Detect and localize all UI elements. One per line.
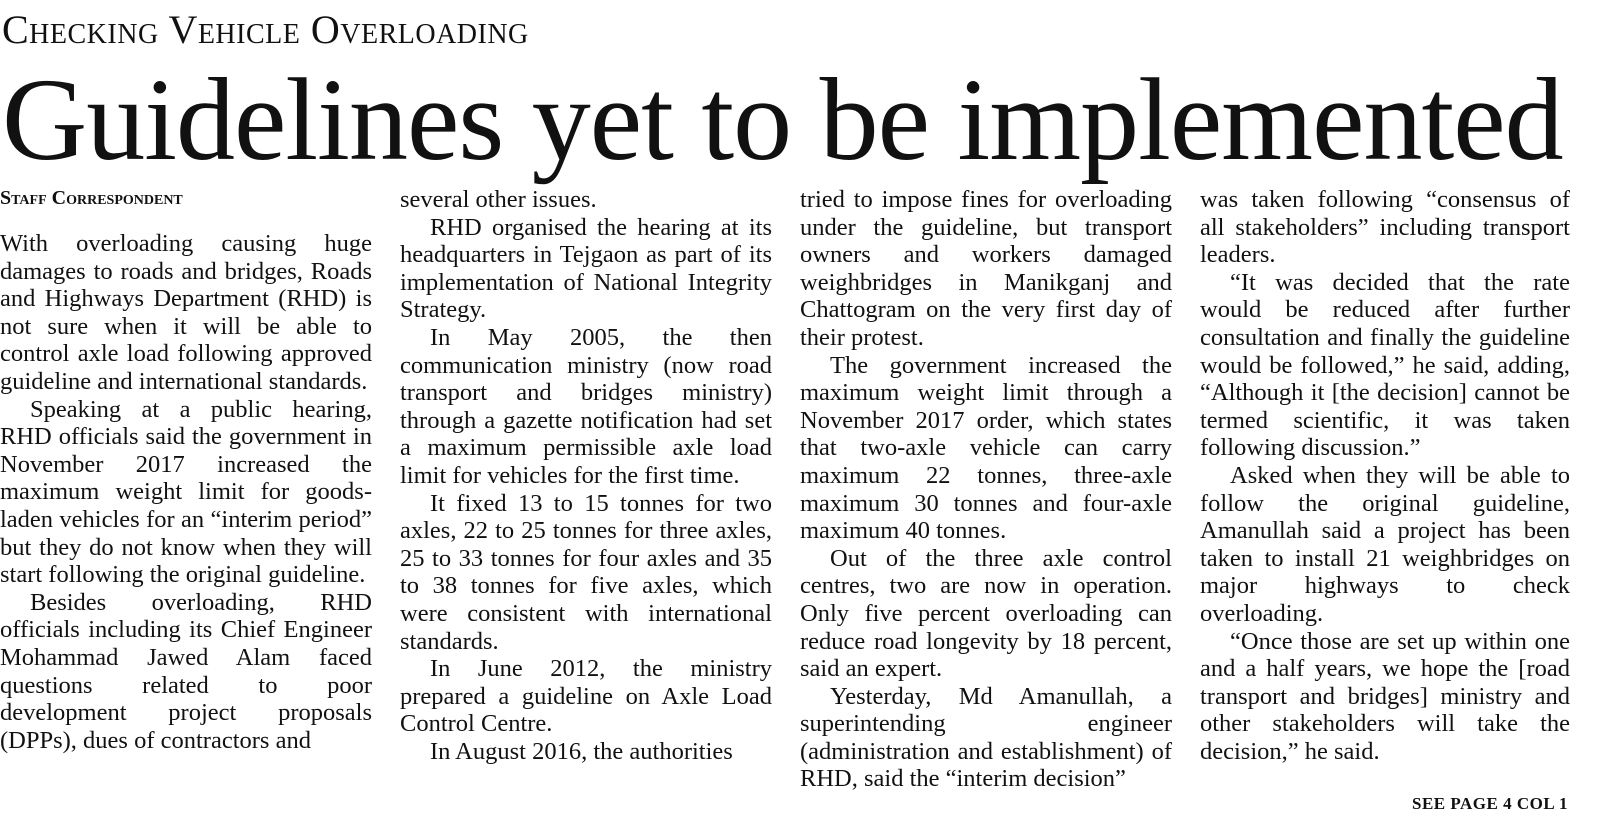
continued-note: SEE PAGE 4 COL 1: [1412, 794, 1568, 813]
headline: Guidelines yet to be implemented: [2, 54, 1563, 185]
paragraph: In May 2005, the then communication ministry (now road transport and bridges ministry) through a gazette notification had set a maximum permissible axle load limit for vehicles for the first time.: [400, 323, 772, 489]
paragraph: “Once those are set up within one and a half years, we hope the [road transport and bridges] ministry and other stakeholders will take the decision,” he said.: [1200, 627, 1570, 765]
paragraph: In August 2016, the authorities: [430, 737, 733, 765]
paragraph: several other issues.: [400, 186, 597, 213]
paragraph: tried to impose fines for overloading under the guideline, but transport owners and workers damaged weighbridges in Manikganj and Chattogram on the very first day of their protest.: [800, 186, 1172, 351]
article-column-3: [800, 186, 1172, 793]
paragraph: was taken following “consensus of all stakeholders” including transport leaders.: [1200, 186, 1570, 269]
paragraph: Out of the three axle control centres, two are now in operation. Only five percent overloading can reduce road longevity by 18 percent, said an expert.: [800, 544, 1172, 683]
paragraph: Speaking at a public hearing, RHD officials said the government in November 2017 increased the maximum weight limit for goods-laden vehicles for an “interim period” but they do not know when they will start following the original guideline.: [0, 395, 372, 589]
paragraph: It fixed 13 to 15 tonnes for two axles, 22 to 25 tonnes for three axles, 25 to 33 tonnes for four axles and 35 to 38 tonnes for five axles, which were consistent with international standards.: [400, 489, 772, 655]
article-column-1: [0, 186, 372, 754]
paragraph: In June 2012, the ministry prepared a guideline on Axle Load Control Centre.: [400, 655, 772, 738]
paragraph: RHD organised the hearing at its headquarters in Tejgaon as part of its implementation of National Integrity Strategy.: [400, 213, 772, 324]
paragraph: Besides overloading, RHD officials including its Chief Engineer Mohammad Jawed Alam faced questions related to poor development project proposals (DPPs), dues of contractors and: [0, 588, 372, 754]
paragraph: The government increased the maximum weight limit through a November 2017 order, which states that two-axle vehicle can carry maximum 22 tonnes, three-axle maximum 30 tonnes and four-axle maximum 40 tonnes.: [800, 351, 1172, 545]
byline: Staff Correspondent: [0, 187, 183, 209]
kicker: Checking Vehicle Overloading: [2, 7, 529, 52]
paragraph: With overloading causing huge damages to roads and bridges, Roads and Highways Department (RHD) is not sure when it will be able to control axle load following approved guideline and international standards.: [0, 230, 372, 395]
paragraph: Asked when they will be able to follow the original guideline, Amanullah said a project has been taken to install 21 weighbridges on major highways to check overloading.: [1200, 461, 1570, 627]
article-column-2: [400, 186, 772, 765]
paragraph: “It was decided that the rate would be reduced after further consultation and finally the guideline would be followed,” he said, adding, “Although it [the decision] cannot be termed scientific, it was taken following discussion.”: [1200, 268, 1570, 462]
article-column-4: [1200, 186, 1570, 765]
paragraph: Yesterday, Md Amanullah, a superintending engineer (administration and establishment) of RHD, said the “interim decision”: [800, 682, 1172, 793]
